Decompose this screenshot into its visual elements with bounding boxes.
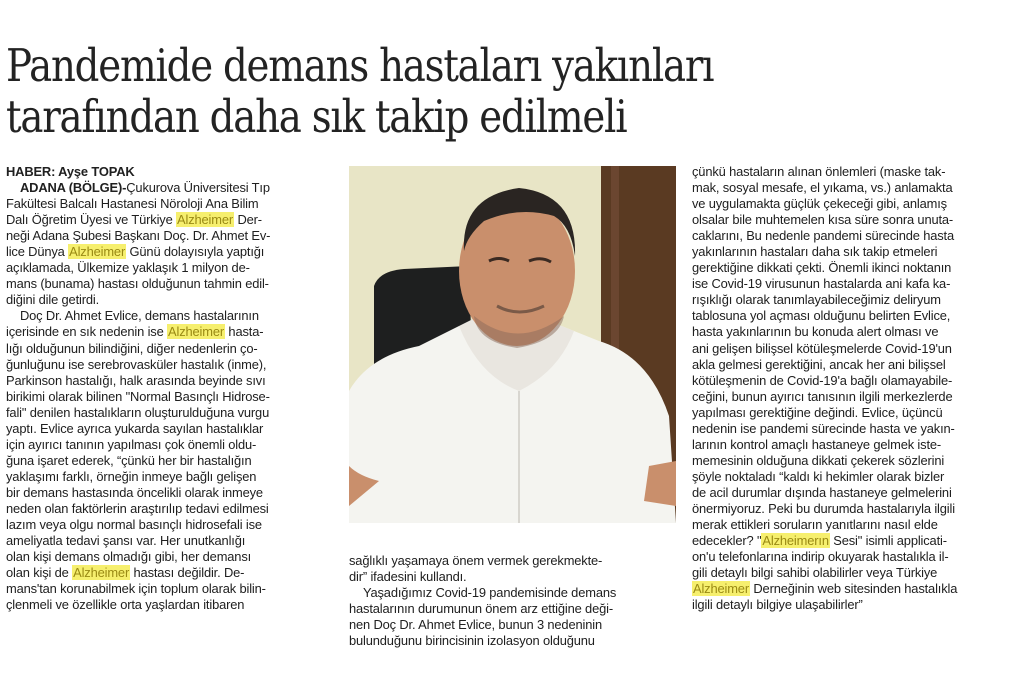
text-run: nedenin ise pandemi sürecinde hasta ve yakın- [692, 420, 955, 436]
text-run: ani gelişen bilişsel kötüleşmelerde Covid-19'un [692, 340, 952, 356]
text-run: yaklaşımı farklı, örneğin inmeye bağlı gelişen [6, 468, 257, 484]
text-run: Çukurova Üniversitesi Tıp [126, 180, 270, 196]
text-line [6, 244, 341, 260]
text-run: Sesi" isimli applicati- [829, 533, 947, 549]
text-run: gili detaylı bilgi sahibi olabilirler veya Türkiye [692, 565, 938, 581]
text-run: olan kişi demans olmadığı gibi, her demansı [6, 549, 252, 565]
text-run: ilgili detaylı bilgiye ulaşabilirler” [692, 597, 863, 613]
text-line [6, 421, 341, 437]
text-run: yakınlarının hastaları daha sık takip etmeleri [692, 244, 938, 260]
text-line [692, 469, 1018, 485]
text-run: ameliyatla tedavi şansı var. Her unutkanlığı [6, 533, 246, 549]
text-line [6, 292, 341, 308]
text-line [6, 581, 341, 597]
text-run: Derneğinin web sitesinden hastalıkla [749, 581, 958, 597]
highlighted-keyword: Alzheimer [693, 581, 749, 597]
headline-line-1: Pandemide demans hastaları yakınları [6, 39, 714, 92]
text-run: diğini dile getirdi. [6, 292, 100, 308]
text-line [6, 469, 341, 485]
text-run: akla gelmesi gerektiğini, ancak her ani bilişsel [692, 356, 946, 372]
text-line [692, 421, 1018, 437]
text-run: lığı olduğunun bilindiğini, diğer nedenlerin ço- [6, 340, 258, 356]
text-line [6, 212, 341, 228]
text-run: neği Adana Şubesi Başkanı Doç. Dr. Ahmet Ev- [6, 228, 271, 244]
text-line [349, 601, 679, 617]
text-line [6, 164, 341, 180]
text-line [692, 453, 1018, 469]
text-run: ğuna işaret ederek, “çünkü her bir hastalığın [6, 452, 252, 468]
text-run: ve uygulamakta güçlük çekeceği gibi, anlamış [692, 196, 947, 212]
text-line [6, 276, 341, 292]
portrait-photo [349, 166, 676, 523]
text-run: Günü dolayısıyla yaptığı [126, 244, 265, 260]
headline [6, 40, 879, 142]
text-run: mak, sosyal mesafe, el yıkama, vs.) anlamakta [692, 180, 953, 196]
text-run: hastası değildir. De- [130, 565, 245, 581]
text-run: Doç Dr. Ahmet Evlice, demans hastalarının [20, 308, 259, 324]
text-line [6, 549, 341, 565]
bold-text: HABER: Ayşe TOPAK [6, 164, 135, 179]
text-run: için ayırıcı tanının yapılması çok önemli oldu- [6, 436, 257, 452]
text-line [6, 597, 341, 613]
text-run: lazım veya olgu normal basınçlı hidrosefali ise [6, 517, 262, 533]
text-run: bir demans hastasında öncelikli olarak inmeye [6, 484, 263, 500]
text-run: kötüleşmenin de Covid-19'a bağlı olamayabile- [692, 372, 953, 388]
text-run: yaptı. Evlice ayrıca yukarda sayılan hastalıklar [6, 420, 264, 436]
text-run: çlenmeli ve özellikle orta yaşlardan itibaren [6, 597, 245, 613]
text-run: mans'tan korunabilmek için toplum olarak bilin- [6, 581, 266, 597]
text-line [6, 357, 341, 373]
text-line [692, 549, 1018, 565]
text-line [692, 341, 1018, 357]
text-line [6, 485, 341, 501]
text-line [692, 212, 1018, 228]
text-run: de acil durumlar dışında hastaneye gelmelerini [692, 484, 952, 500]
text-line [6, 373, 341, 389]
text-line [692, 581, 1018, 597]
text-line [6, 228, 341, 244]
text-run: sağlıklı yaşamaya önem vermek gerekmekte- [349, 553, 603, 568]
text-line [692, 180, 1018, 196]
text-line [692, 228, 1018, 244]
text-run: lice Dünya [6, 244, 69, 260]
highlighted-keyword: Alzheimerın [762, 533, 829, 549]
text-run: fali" denilen hastalıkların oluşturulduğuna vurgu [6, 404, 270, 420]
text-line [6, 341, 341, 357]
text-line [6, 501, 341, 517]
text-run: olsalar bile muhtemelen kısa süre sonra unuta- [692, 212, 954, 228]
text-line [692, 164, 1018, 180]
article-column-1 [6, 164, 341, 613]
text-line [692, 485, 1018, 501]
text-line [692, 292, 1018, 308]
highlighted-keyword: Alzheimer [177, 212, 234, 228]
text-line [692, 533, 1018, 549]
text-line [692, 260, 1018, 276]
text-run: caklarını, Bu nedenle pandemi sürecinde hasta [692, 228, 954, 244]
text-run: ceğini, bunun ayırıcı tanısının ilgili merkezlerde [692, 388, 953, 404]
highlighted-keyword: Alzheimer [69, 244, 126, 260]
text-run: olan kişi de [6, 565, 73, 581]
text-line [349, 633, 679, 649]
text-line [692, 389, 1018, 405]
text-run: dir” ifadesini kullandı. [349, 569, 467, 585]
text-line [692, 405, 1018, 421]
text-line [6, 260, 341, 276]
text-run: hasta- [225, 324, 264, 340]
article-column-3 [692, 164, 1018, 613]
text-line [349, 569, 679, 585]
text-run: içerisinde en sık nedenin ise [6, 324, 168, 340]
text-run: Der- [234, 212, 262, 228]
text-line [692, 597, 1018, 613]
text-line [6, 453, 341, 469]
text-line [6, 196, 341, 212]
text-line [692, 373, 1018, 389]
text-run: çünkü hastaların alınan önlemleri (maske tak- [692, 164, 946, 179]
text-line [6, 324, 341, 340]
text-run: Dalı Öğretim Üyesi ve Türkiye [6, 212, 177, 228]
text-line [692, 517, 1018, 533]
text-run: larının kontrol amaçlı hastaneye gelmek iste- [692, 436, 942, 452]
text-run: neden olan faktörlerin araştırılıp tedavi edilmesi [6, 500, 269, 516]
text-run: hastalarının durumunun önem arz ettiğine deği- [349, 601, 613, 617]
text-run: yapılması gerektiğine değindi. Evlice, üçüncü [692, 404, 943, 420]
text-line [6, 180, 341, 196]
text-line [349, 617, 679, 633]
article-column-2 [349, 553, 679, 649]
text-line [692, 437, 1018, 453]
text-run: tablosuna yol açması olduğunu belirten Evlice, [692, 308, 951, 324]
text-line [349, 553, 679, 569]
text-run: önermiyoruz. Peki bu durumda hastalarıyla ilgili [692, 500, 955, 516]
text-run: bulunduğunu birincisinin izolasyon olduğunu [349, 633, 595, 649]
text-line [6, 405, 341, 421]
text-line [6, 437, 341, 453]
text-line [692, 565, 1018, 581]
text-line [692, 196, 1018, 212]
highlighted-keyword: Alzheimer [168, 324, 224, 340]
text-line [6, 308, 341, 324]
text-run: ise Covid-19 virusunun hastalarda ani kafa ka- [692, 276, 951, 292]
text-run: on'u telefonlarına indirip okuyarak hastalıkla il- [692, 549, 949, 565]
text-run: nen Doç Dr. Ahmet Evlice, bunun 3 nedeninin [349, 617, 602, 633]
text-run: hasta yakınlarının bu konuda alert olması ve [692, 324, 939, 340]
text-run: birikimi olarak bilinen "Normal Basınçlı Hidrose- [6, 388, 270, 404]
text-line [692, 357, 1018, 373]
text-line [692, 501, 1018, 517]
text-line [692, 324, 1018, 340]
text-line [6, 517, 341, 533]
text-run: Yaşadığımız Covid-19 pandemisinde demans [363, 585, 617, 601]
text-line [692, 276, 1018, 292]
highlighted-keyword: Alzheimer [73, 565, 130, 581]
text-line [692, 244, 1018, 260]
text-run: Parkinson hastalığı, halk arasında beyinde sıvı [6, 372, 266, 388]
text-line [692, 308, 1018, 324]
text-run: açıklamada, Ülkemize yaklaşık 1 milyon de- [6, 260, 250, 276]
text-run: mans (bunama) hastası olduğunun tahmin edil- [6, 276, 269, 292]
text-run: edecekler? " [692, 533, 762, 549]
text-run: memesinin olduğuna dikkati çekerek sözlerini [692, 452, 945, 468]
text-run: merak ettikleri soruların yanıtlarını nasıl elde [692, 517, 938, 533]
headline-line-2: tarafından daha sık takip edilmeli [6, 90, 627, 143]
bold-text: ADANA (BÖLGE)- [20, 180, 127, 196]
text-line [6, 565, 341, 581]
text-run: Fakültesi Balcalı Hastanesi Nöroloji Ana Bilim [6, 196, 259, 212]
text-line [6, 533, 341, 549]
text-run: şöyle noktaladı “kaldı ki hekimler olarak bizler [692, 468, 945, 484]
text-run: ğunluğunu ise serebrovasküler hastalık (inme), [6, 356, 267, 372]
text-run: rışıklığı olarak tanımlayabileceğimiz deliryum [692, 292, 941, 308]
text-run: gerektiğine dikkati çekti. Önemli ikinci noktanın [692, 260, 952, 276]
text-line [349, 585, 679, 601]
text-line [6, 389, 341, 405]
portrait-image [349, 166, 676, 523]
